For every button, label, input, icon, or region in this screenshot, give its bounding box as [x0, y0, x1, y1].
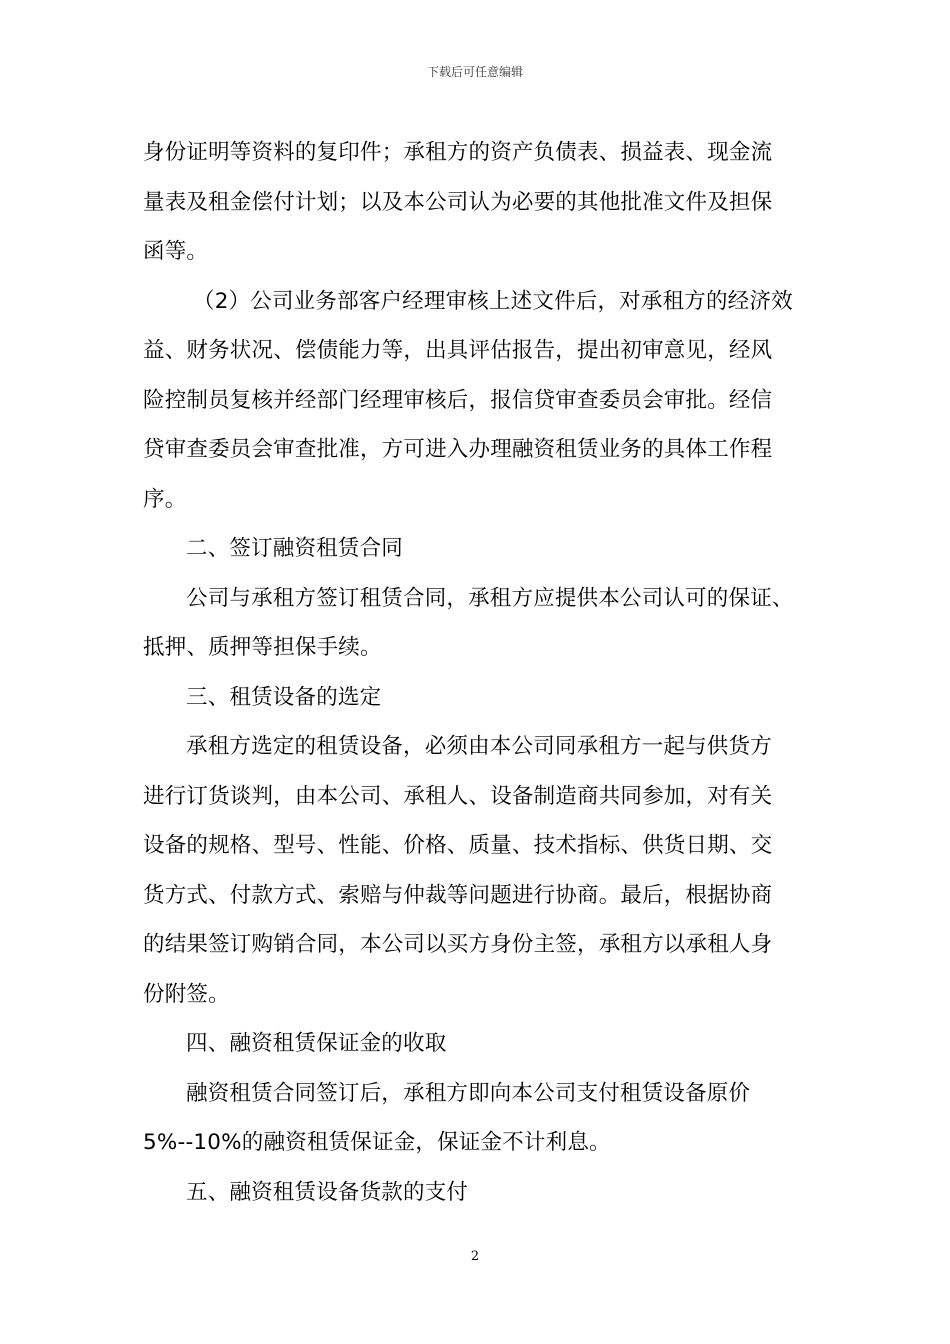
page-number: 2 [470, 1249, 480, 1264]
body-line: 险控制员复核并经部门经理审核后，报信贷审查委员会审批。经信 [143, 387, 773, 413]
body-line: 进行订货谈判，由本公司、承租人、设备制造商共同参加，对有关 [143, 783, 773, 809]
body-line: 承租方选定的租赁设备，必须由本公司同承租方一起与供货方 [186, 734, 772, 759]
body-line: 份附签。 [143, 981, 230, 1007]
body-line: （2）公司业务部客户经理审核上述文件后，对承租方的经济效 [193, 288, 793, 314]
body-line: 身份证明等资料的复印件；承租方的资产负债表、损益表、现金流 [143, 140, 773, 165]
body-line: 益、财务状况、偿债能力等，出具评估报告，提出初审意见，经风 [143, 338, 773, 363]
body-line: 序。 [143, 486, 187, 512]
section-heading: 五、融资租赁设备货款的支付 [186, 1179, 469, 1205]
body-line: 抵押、质押等担保手续。 [143, 635, 382, 660]
document-body [143, 128, 823, 1217]
body-line: 货方式、付款方式、索赔与仲裁等问题进行协商。最后，根据协商 [143, 882, 773, 908]
body-line: 设备的规格、型号、性能、价格、质量、技术指标、供货日期、交 [143, 833, 773, 858]
body-line: 贷审查委员会审查批准，方可进入办理融资租赁业务的具体工作程 [143, 437, 773, 462]
page-header: 下载后可任意编辑 [426, 65, 523, 79]
section-heading: 四、融资租赁保证金的收取 [186, 1031, 447, 1056]
body-line: 融资租赁合同签订后，承租方即向本公司支付租赁设备原价 [186, 1080, 751, 1106]
body-line: 公司与承租方签订租赁合同，承租方应提供本公司认可的保证、 [186, 585, 794, 611]
section-heading: 三、租赁设备的选定 [186, 684, 382, 710]
section-heading: 二、签订融资租赁合同 [186, 536, 404, 561]
body-line: 5%--10%的融资租赁保证金，保证金不计利息。 [143, 1130, 611, 1155]
body-line: 量表及租金偿付计划；以及本公司认为必要的其他批准文件及担保 [143, 189, 773, 215]
body-line: 函等。 [143, 239, 209, 264]
body-line: 的结果签订购销合同，本公司以买方身份主签，承租方以承租人身 [143, 932, 773, 957]
